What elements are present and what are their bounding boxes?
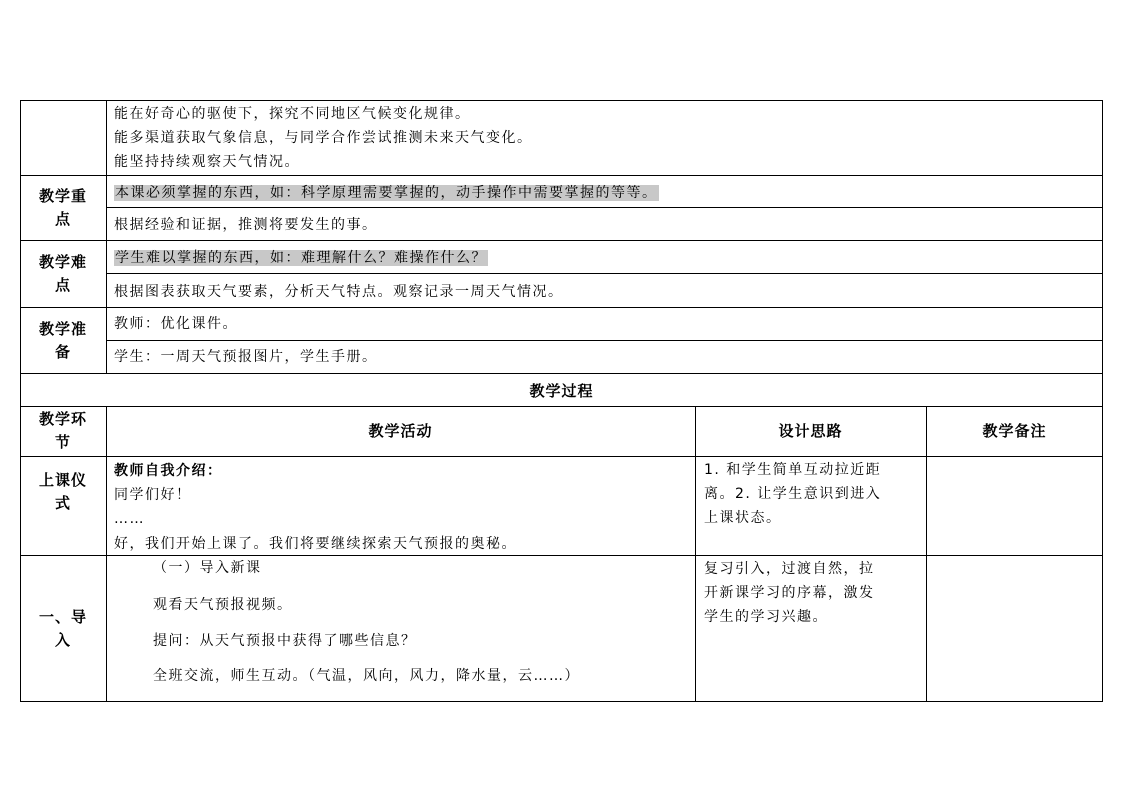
- objective-line: 能在好奇心的驱使下，探究不同地区气候变化规律。: [114, 106, 471, 122]
- opening-activity-line: 好，我们开始上课了。我们将要继续探索天气预报的奥秘。: [114, 536, 517, 552]
- column-header-notes: 教学备注: [982, 422, 1047, 440]
- intro-activity-line: 全班交流，师生互动。（气温，风向，风力，降水量，云……）: [153, 668, 580, 684]
- intro-activity-line: （一）导入新课: [153, 560, 262, 576]
- stage-opening-label: 上课仪 式: [38, 471, 87, 512]
- key-points-hint: 本课必须掌握的东西，如：科学原理需要掌握的，动手操作中需要掌握的等等。: [115, 185, 658, 201]
- intro-design-line: 学生的学习兴趣。: [704, 609, 828, 625]
- intro-activity-line: 提问：从天气预报中获得了哪些信息？: [153, 633, 417, 649]
- preparation-label: 教学准 备: [38, 320, 87, 361]
- opening-activity-heading: 教师自我介绍：: [114, 463, 223, 479]
- lesson-plan-table: [20, 100, 1103, 702]
- objective-line: 能坚持持续观察天气情况。: [114, 154, 300, 170]
- objective-line: 能多渠道获取气象信息，与同学合作尝试推测未来天气变化。: [114, 130, 533, 146]
- process-title: 教学过程: [529, 382, 594, 400]
- intro-activity-line: 观看天气预报视频。: [153, 597, 293, 613]
- intro-design-line: 开新课学习的序幕，激发: [704, 585, 875, 601]
- key-points-content: 根据经验和证据，推测将要发生的事。: [114, 217, 378, 233]
- opening-activity-line: 同学们好！: [114, 487, 192, 503]
- opening-design-line: 离。2. 让学生意识到进入: [704, 486, 882, 502]
- difficult-points-content: 根据图表获取天气要素，分析天气特点。观察记录一周天气情况。: [114, 284, 564, 300]
- opening-design-line: 上课状态。: [704, 510, 782, 526]
- intro-design-line: 复习引入，过渡自然，拉: [704, 561, 875, 577]
- difficult-points-hint: 学生难以掌握的东西，如：难理解什么？难操作什么？: [115, 250, 487, 266]
- preparation-teacher: 教师：优化课件。: [114, 316, 238, 332]
- opening-design-line: 1. 和学生简单互动拉近距: [704, 462, 882, 478]
- column-header-activity: 教学活动: [368, 422, 433, 440]
- stage-intro-label: 一、导 入: [38, 608, 87, 649]
- preparation-student: 学生：一周天气预报图片，学生手册。: [114, 349, 378, 365]
- key-points-label: 教学重 点: [38, 187, 87, 228]
- column-header-design: 设计思路: [778, 422, 843, 440]
- difficult-points-label: 教学难 点: [38, 253, 87, 294]
- column-header-stage: 教学环 节: [38, 410, 87, 451]
- opening-activity-line: ……: [114, 511, 145, 527]
